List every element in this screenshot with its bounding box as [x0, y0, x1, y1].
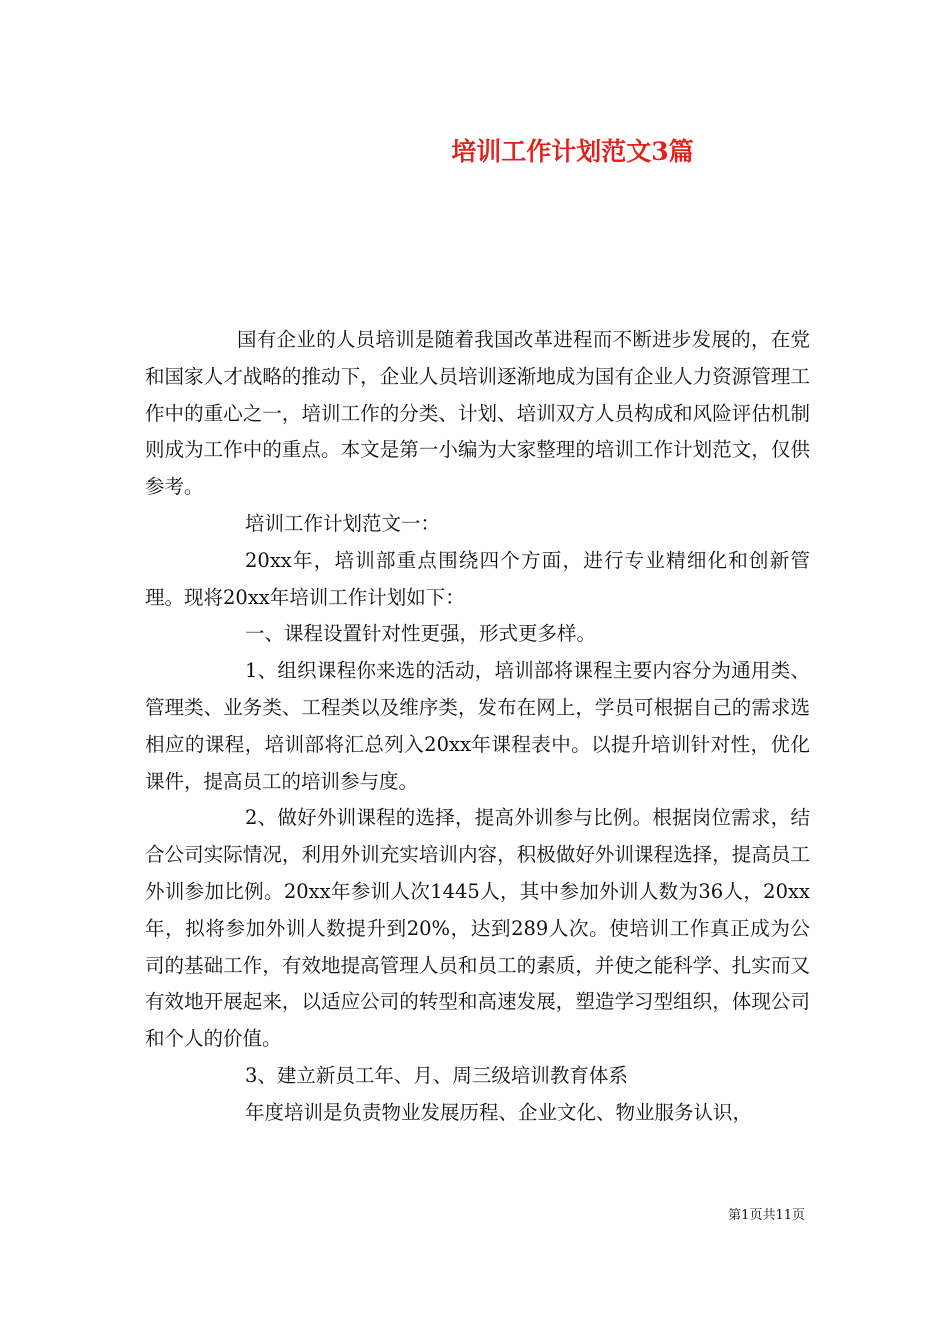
paragraph-overview: 20xx年，培训部重点围绕四个方面，进行专业精细化和创新管理。现将20xx年培训工作计划如下：	[145, 548, 810, 609]
paragraph-section-heading: 培训工作计划范文一：	[245, 511, 441, 535]
paragraph-point-1: 1、组织课程你来选的活动，培训部将课程主要内容分为通用类、管理类、业务类、工程类以及维序类，发布在网上，学员可根据自己的需求选相应的课程，培训部将汇总列入20xx年课程表中。以提升培训针对性，优化课件，提高员工的培训参与度。	[145, 659, 810, 793]
page-number: 第1页共11页	[728, 1208, 805, 1223]
document-body	[145, 322, 810, 1132]
paragraph-point-3: 3、建立新员工年、月、周三级培训教育体系	[245, 1063, 628, 1087]
paragraph-annual-training: 年度培训是负责物业发展历程、企业文化、物业服务认识，	[245, 1100, 753, 1124]
paragraph-point-2: 2、做好外训课程的选择，提高外训参与比例。根据岗位需求，结合公司实际情况，利用外训充实培训内容，积极做好外训课程选择，提高员工外训参加比例。20xx年参训人次1445人，其中参加外训人数为36人，20xx年，拟将参加外训人数提升到20%，达到289人次。使培训工作真正成为公司的基础工作，有效地提高管理人员和员工的素质，并使之能科学、扎实而又有效地开展起来，以适应公司的转型和高速发展，塑造学习型组织，体现公司和个人的价值。	[145, 806, 810, 1051]
paragraph-intro: 国有企业的人员培训是随着我国改革进程而不断进步发展的，在党和国家人才战略的推动下，企业人员培训逐渐地成为国有企业人力资源管理工作中的重心之一，培训工作的分类、计划、培训双方人员构成和风险评估机制则成为工作中的重点。本文是第一小编为大家整理的培训工作计划范文，仅供参考。	[145, 328, 810, 499]
paragraph-item-one: 一、课程设置针对性更强，形式更多样。	[245, 622, 597, 646]
document-title: 培训工作计划范文3篇	[451, 137, 694, 166]
